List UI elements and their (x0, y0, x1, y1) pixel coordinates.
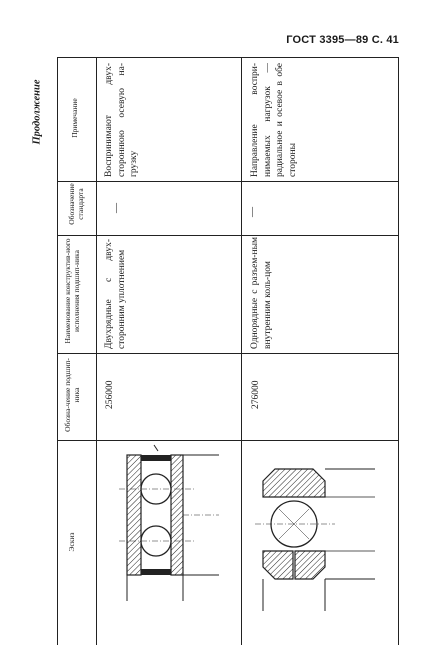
row1-standard: — (111, 203, 122, 213)
sketch-single-row-split-inner-ring-bearing (245, 441, 395, 645)
row1-name: Двухрядные с двух-сторонним уплотнением (104, 239, 127, 349)
header-name: Наименование конструктив-ного исполнения подшип-ника (63, 238, 81, 344)
page-header: ГОСТ 3395—89 С. 41 (286, 34, 399, 46)
table-line-top (57, 57, 399, 58)
table-line (57, 235, 399, 236)
header-designation: Обозна-чение подшип-ника (63, 358, 81, 432)
row1-note: Воспринимают двух-стороннюю осевую на-грузку (104, 63, 139, 177)
table-line (57, 57, 58, 645)
header-standard: Обозначение стандарта (67, 183, 85, 225)
table-line (96, 57, 97, 645)
bearing-table (57, 57, 399, 645)
header-sketch: Эскиз (67, 532, 76, 552)
sketch-double-row-sealed-bearing (99, 441, 239, 645)
row1-designation: 256000 (105, 380, 115, 409)
header-note: Примечание (70, 98, 79, 138)
row2-note: Направление воспри-нимаемых нагрузок — радиальное и осевое в обе стороны (250, 63, 298, 177)
row2-designation: 276000 (251, 380, 261, 409)
table-line (57, 181, 399, 182)
table-line (398, 57, 399, 645)
table-line (241, 57, 242, 645)
row2-name: Однорядные с разъем-ным внутренним коль-цом (250, 237, 273, 349)
row2-standard: — (247, 207, 258, 217)
continuation-label: Продолжение (31, 79, 43, 145)
table-line (57, 353, 399, 354)
